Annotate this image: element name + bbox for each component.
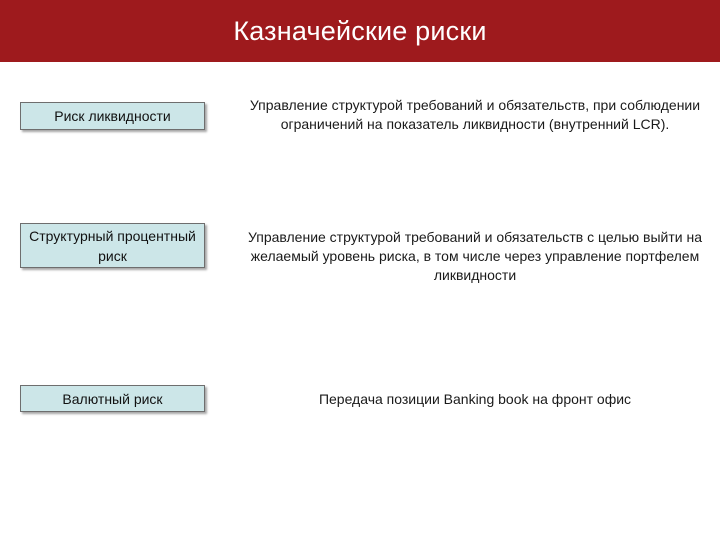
risk-box-structural-interest [20, 223, 205, 268]
risk-box-liquidity [20, 102, 205, 130]
risk-label: Риск ликвидности [54, 108, 171, 124]
risk-description-currency: Передача позиции Banking book на фронт офис [318, 391, 632, 407]
risk-label: Валютный риск [62, 390, 163, 407]
risk-description-liquidity: Управление структурой требований и обязательств, при соблюдении ограничений на показатель ликвидности (внутренний LCR). [249, 97, 701, 132]
risk-description-structural-interest: Управление структурой требований и обязательств с целью выйти на желаемый уровень риска, в том числе через управление портфелем ликвидности [247, 229, 703, 283]
risk-label: Структурный процентный риск [29, 227, 196, 264]
title-bar [0, 0, 720, 62]
risk-box-currency [20, 385, 205, 412]
page-title: Казначейские риски [233, 15, 487, 46]
